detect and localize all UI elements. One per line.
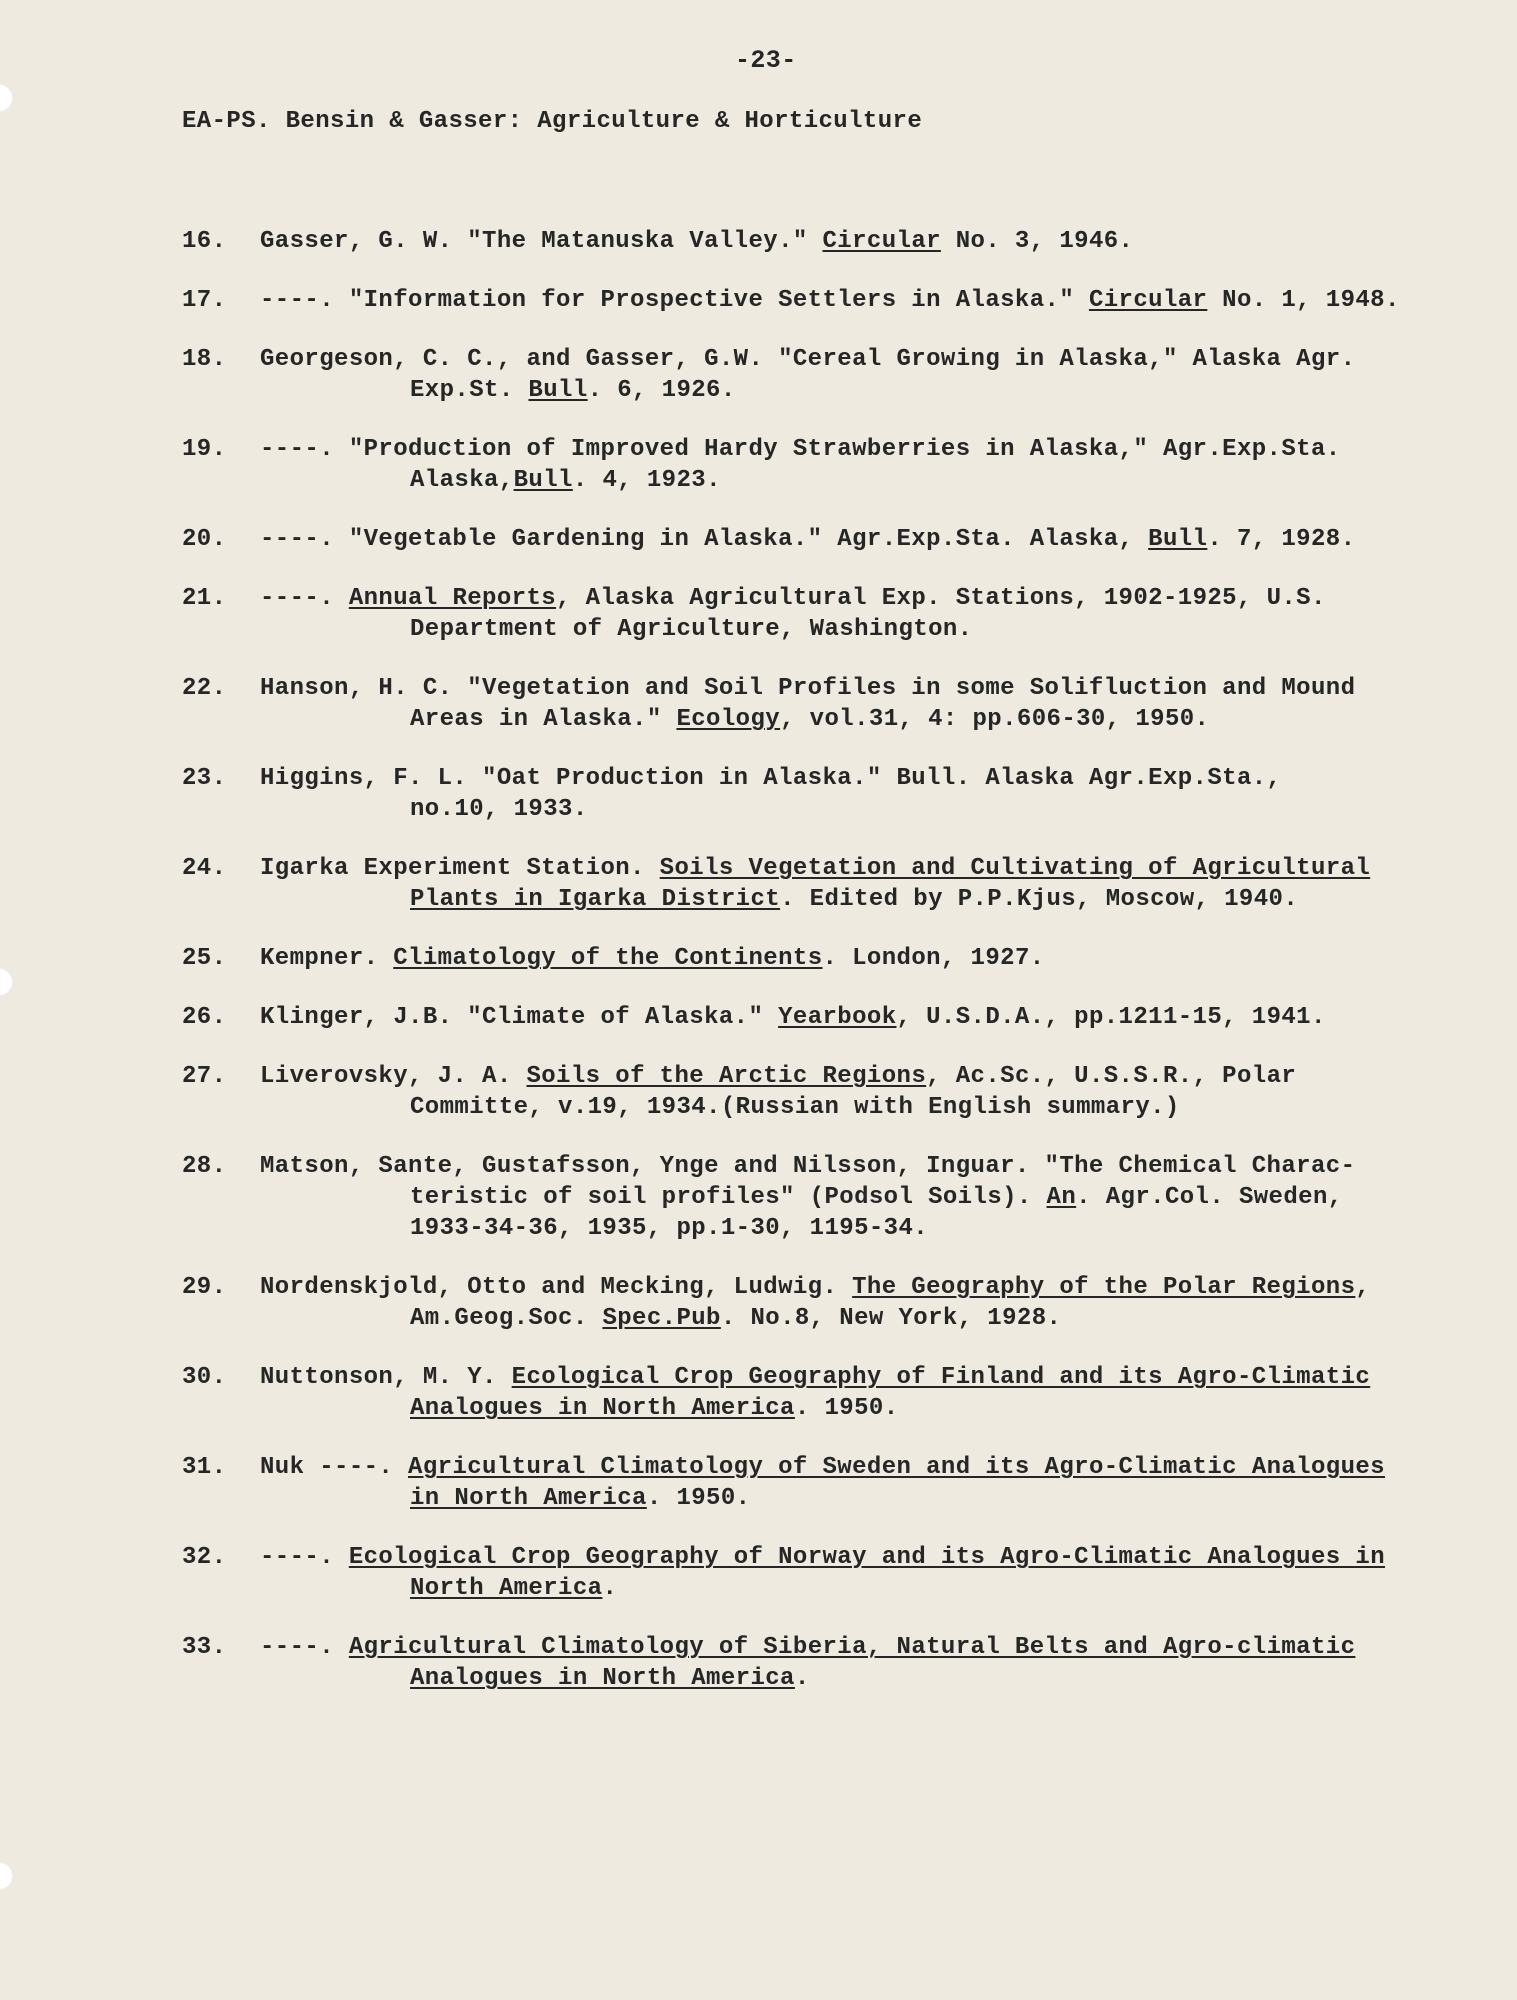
- entry-number: 25.: [182, 945, 227, 972]
- entry-line: [260, 1483, 1472, 1514]
- underlined-title: Circular: [822, 228, 941, 255]
- entry-segment: No. 3, 1946.: [940, 228, 1134, 255]
- entry-segment: Department of Agriculture, Washington.: [410, 616, 973, 643]
- entry-segment: ----. "Vegetable Gardening in Alaska." Agr.Exp.Sta. Alaska,: [260, 526, 1149, 553]
- entry-line: [260, 1002, 1472, 1033]
- entry-line: [260, 1303, 1472, 1334]
- underlined-title: Agricultural Climatology of Siberia, Natural Belts and Agro-climatic: [348, 1634, 1356, 1661]
- underlined-title: in North America: [410, 1485, 647, 1512]
- underlined-title: The Geography of the Polar Regions: [852, 1274, 1356, 1301]
- bibliography-entry: [182, 1002, 1472, 1033]
- punch-hole: [0, 84, 14, 112]
- entry-number: 24.: [182, 855, 227, 882]
- bibliography-entry: [182, 285, 1472, 316]
- underlined-title: Circular: [1088, 287, 1208, 314]
- entry-text: [260, 1272, 1472, 1334]
- entry-number: 33.: [182, 1634, 227, 1661]
- entry-line: [260, 704, 1472, 735]
- entry-segment: Liverovsky, J. A.: [260, 1063, 527, 1090]
- entry-text: [260, 1632, 1472, 1694]
- entry-segment: .: [602, 1575, 618, 1602]
- entry-text: [260, 1452, 1472, 1514]
- underlined-title: Soils of the Arctic Regions: [526, 1063, 927, 1090]
- entry-line: [260, 853, 1472, 884]
- entry-line: [260, 1061, 1472, 1092]
- bibliography-entry: [182, 524, 1472, 555]
- bibliography-entry: [182, 1632, 1472, 1694]
- entry-segment: . Edited by P.P.Kjus, Moscow, 1940.: [780, 886, 1299, 913]
- entry-number: 30.: [182, 1364, 227, 1391]
- entry-segment: Committe, v.19, 1934.(Russian with English summary.): [410, 1094, 1180, 1121]
- entry-line: [260, 1151, 1472, 1182]
- bibliography-entry: [182, 583, 1472, 645]
- underlined-title: Ecological Crop Geography of Norway and its Agro-Climatic Analogues in: [348, 1544, 1385, 1571]
- bibliography-entry: [182, 1542, 1472, 1604]
- bibliography-entry: [182, 1452, 1472, 1514]
- entry-text: [260, 434, 1472, 496]
- entry-text: [260, 1061, 1472, 1123]
- underlined-title: Soils Vegetation and Cultivating of Agricultural: [659, 855, 1371, 882]
- underlined-title: Analogues in North America: [410, 1665, 795, 1692]
- entry-segment: no.10, 1933.: [410, 796, 588, 823]
- underlined-title: Spec.Pub: [602, 1305, 721, 1332]
- entry-line: [260, 1362, 1472, 1393]
- entry-segment: ----. "Information for Prospective Settlers in Alaska.": [260, 287, 1089, 314]
- entry-segment: Hanson, H. C. "Vegetation and Soil Profiles in some Solifluction and Mound: [260, 675, 1356, 702]
- entry-line: [260, 1573, 1472, 1604]
- entry-text: [260, 853, 1472, 915]
- bibliography-list: [182, 226, 1472, 1722]
- entry-segment: . 1950.: [794, 1395, 899, 1422]
- entry-segment: , vol.31, 4: pp.606-30, 1950.: [780, 706, 1210, 733]
- entry-line: [260, 1393, 1472, 1424]
- underlined-title: North America: [410, 1575, 603, 1602]
- entry-line: [260, 794, 1472, 825]
- bibliography-entry: [182, 853, 1472, 915]
- entry-segment: Georgeson, C. C., and Gasser, G.W. "Cereal Growing in Alaska," Alaska Agr.: [260, 346, 1356, 373]
- entry-segment: . No.8, New York, 1928.: [720, 1305, 1062, 1332]
- entry-segment: Igarka Experiment Station.: [260, 855, 660, 882]
- entry-number: 18.: [182, 346, 227, 373]
- entry-number: 29.: [182, 1274, 227, 1301]
- bibliography-entry: [182, 226, 1472, 257]
- underlined-title: Bull: [528, 377, 588, 404]
- underlined-title: Climatology of the Continents: [393, 945, 823, 972]
- entry-text: [260, 344, 1472, 406]
- underlined-title: Plants in Igarka District: [410, 886, 781, 913]
- bibliography-entry: [182, 1151, 1472, 1244]
- entry-segment: , U.S.D.A., pp.1211-15, 1941.: [896, 1004, 1326, 1031]
- entry-segment: ----.: [260, 1544, 349, 1571]
- entry-segment: No. 1, 1948.: [1207, 287, 1400, 314]
- entry-number: 17.: [182, 287, 227, 314]
- entry-line: [260, 583, 1472, 614]
- entry-line: [260, 1663, 1472, 1694]
- entry-text: [260, 1002, 1472, 1033]
- entry-segment: Nordenskjold, Otto and Mecking, Ludwig.: [260, 1274, 853, 1301]
- underlined-title: Analogues in North America: [410, 1395, 795, 1422]
- entry-number: 27.: [182, 1063, 227, 1090]
- underlined-title: Ecological Crop Geography of Finland and its Agro-Climatic: [511, 1364, 1371, 1391]
- entry-segment: teristic of soil profiles" (Podsol Soils).: [410, 1184, 1047, 1211]
- entry-segment: ----. "Production of Improved Hardy Strawberries in Alaska," Agr.Exp.Sta.: [260, 436, 1341, 463]
- entry-line: [260, 1632, 1472, 1663]
- bibliography-entry: [182, 673, 1472, 735]
- entry-line: [260, 1272, 1472, 1303]
- entry-number: 26.: [182, 1004, 227, 1031]
- entry-line: [260, 465, 1472, 496]
- bibliography-entry: [182, 763, 1472, 825]
- entry-line: [260, 226, 1472, 257]
- entry-line: [260, 673, 1472, 704]
- entry-text: [260, 583, 1472, 645]
- entry-segment: Gasser, G. W. "The Matanuska Valley.": [260, 228, 823, 255]
- entry-text: [260, 763, 1472, 825]
- entry-segment: Exp.St.: [410, 377, 529, 404]
- entry-segment: . Agr.Col. Sweden,: [1076, 1184, 1343, 1211]
- page-header: EA-PS. Bensin & Gasser: Agriculture & Horticulture: [182, 108, 923, 135]
- entry-segment: ----.: [260, 585, 349, 612]
- entry-segment: . 1950.: [646, 1485, 751, 1512]
- entry-line: [260, 285, 1472, 316]
- punch-hole: [0, 1862, 14, 1890]
- entry-number: 16.: [182, 228, 227, 255]
- entry-number: 28.: [182, 1153, 227, 1180]
- entry-segment: .: [794, 1665, 810, 1692]
- entry-number: 31.: [182, 1454, 227, 1481]
- entry-text: [260, 943, 1472, 974]
- entry-number: 32.: [182, 1544, 227, 1571]
- entry-line: [260, 1182, 1472, 1213]
- entry-line: [260, 434, 1472, 465]
- entry-text: [260, 673, 1472, 735]
- page-number: -23-: [735, 46, 797, 75]
- entry-segment: , Ac.Sc., U.S.S.R., Polar: [926, 1063, 1297, 1090]
- bibliography-entry: [182, 344, 1472, 406]
- entry-segment: ----.: [260, 1634, 349, 1661]
- entry-line: [260, 344, 1472, 375]
- entry-text: [260, 524, 1472, 555]
- entry-number: 21.: [182, 585, 227, 612]
- entry-segment: Areas in Alaska.": [410, 706, 677, 733]
- bibliography-entry: [182, 943, 1472, 974]
- bibliography-entry: [182, 434, 1472, 496]
- underlined-title: Yearbook: [778, 1004, 897, 1031]
- entry-segment: . 6, 1926.: [587, 377, 736, 404]
- underlined-title: An: [1046, 1184, 1077, 1211]
- entry-line: [260, 884, 1472, 915]
- entry-text: [260, 1542, 1472, 1604]
- entry-segment: . 4, 1923.: [572, 467, 721, 494]
- punch-hole: [0, 968, 14, 996]
- bibliography-entry: [182, 1362, 1472, 1424]
- entry-text: [260, 1151, 1472, 1244]
- underlined-title: Bull: [1148, 526, 1208, 553]
- entry-line: [260, 614, 1472, 645]
- entry-line: [260, 1542, 1472, 1573]
- entry-segment: Kempner.: [260, 945, 394, 972]
- entry-segment: Matson, Sante, Gustafsson, Ynge and Nilsson, Inguar. "The Chemical Charac-: [260, 1153, 1356, 1180]
- entry-segment: Nuk ----.: [260, 1454, 409, 1481]
- entry-segment: , Alaska Agricultural Exp. Stations, 1902-1925, U.S.: [556, 585, 1326, 612]
- entry-segment: Am.Geog.Soc.: [410, 1305, 603, 1332]
- underlined-title: Agricultural Climatology of Sweden and its Agro-Climatic Analogues: [408, 1454, 1385, 1481]
- entry-line: [260, 763, 1472, 794]
- entry-text: [260, 226, 1472, 257]
- entry-number: 20.: [182, 526, 227, 553]
- entry-segment: Higgins, F. L. "Oat Production in Alaska." Bull. Alaska Agr.Exp.Sta.,: [260, 765, 1282, 792]
- entry-segment: ,: [1355, 1274, 1371, 1301]
- bibliography-entry: [182, 1061, 1472, 1123]
- underlined-title: Ecology: [676, 706, 781, 733]
- entry-line: [260, 375, 1472, 406]
- entry-line: [260, 1092, 1472, 1123]
- entry-line: [260, 943, 1472, 974]
- entry-text: [260, 285, 1472, 316]
- entry-text: [260, 1362, 1472, 1424]
- underlined-title: Annual Reports: [348, 585, 557, 612]
- entry-line: [260, 1452, 1472, 1483]
- entry-segment: . 7, 1928.: [1207, 526, 1356, 553]
- entry-number: 22.: [182, 675, 227, 702]
- entry-segment: Klinger, J.B. "Climate of Alaska.": [260, 1004, 779, 1031]
- bibliography-entry: [182, 1272, 1472, 1334]
- entry-segment: . London, 1927.: [822, 945, 1045, 972]
- entry-segment: Alaska,: [410, 467, 514, 494]
- entry-number: 23.: [182, 765, 227, 792]
- entry-segment: Nuttonson, M. Y.: [260, 1364, 512, 1391]
- entry-number: 19.: [182, 436, 227, 463]
- entry-line: 1933-34-36, 1935, pp.1-30, 1195-34.: [410, 1215, 929, 1242]
- underlined-title: Bull: [513, 467, 573, 494]
- entry-line: [260, 524, 1472, 555]
